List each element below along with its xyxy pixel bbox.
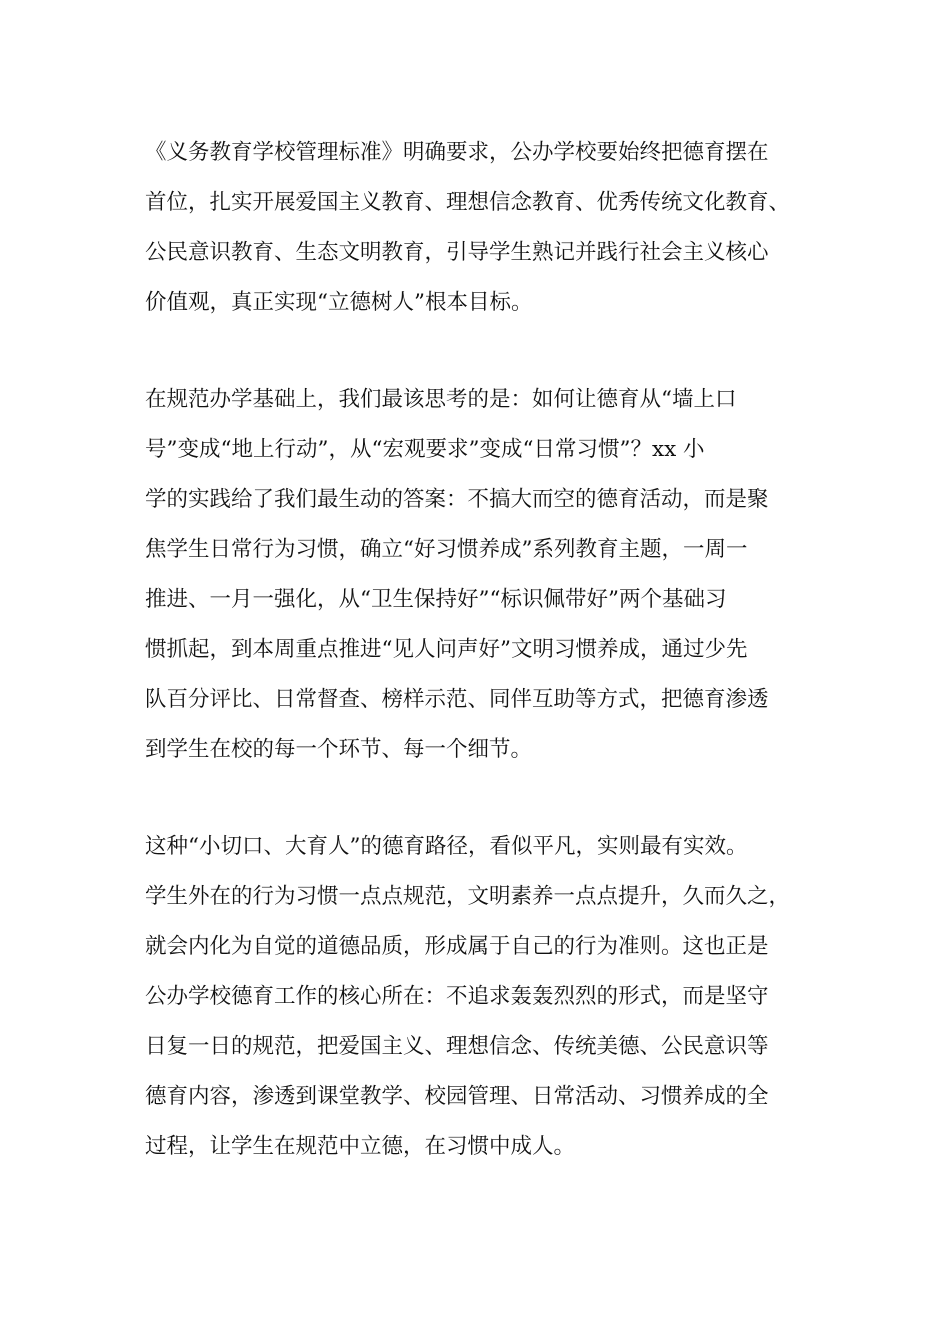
text-line: 公办学校德育工作的核心所在：不追求轰轰烈烈的形式，而是坚守 — [145, 984, 769, 1009]
text-line: 这种“小切口、大育人”的德育路径，看似平凡，实则最有实效。 — [145, 834, 748, 859]
text-line: 日复一日的规范，把爱国主义、理想信念、传统美德、公民意识等 — [145, 1034, 769, 1059]
text-line: 就会内化为自觉的道德品质，形成属于自己的行为准则。这也正是 — [145, 934, 769, 959]
text-line: 号”变成“地上行动”，从“宏观要求”变成“日常习惯”？xx 小 — [145, 437, 705, 462]
text-line: 在规范办学基础上，我们最该思考的是：如何让德育从“墙上口 — [145, 387, 737, 412]
text-line: 价值观，真正实现“立德树人”根本目标。 — [145, 290, 533, 315]
paragraph-2 — [145, 375, 845, 775]
text-line: 推进、一月一强化，从“卫生保持好”“标识佩带好”两个基础习 — [145, 587, 727, 612]
text-line: 惯抓起，到本周重点推进“见人问声好”文明习惯养成，通过少先 — [145, 637, 748, 662]
text-line: 过程，让学生在规范中立德，在习惯中成人。 — [145, 1134, 576, 1159]
text-line: 焦学生日常行为习惯，确立“好习惯养成”系列教育主题，一周一 — [145, 537, 748, 562]
text-line: 学生外在的行为习惯一点点规范，文明素养一点点提升，久而久之， — [145, 884, 791, 909]
text-line: 队百分评比、日常督查、榜样示范、同伴互助等方式，把德育渗透 — [145, 687, 769, 712]
text-line: 德育内容，渗透到课堂教学、校园管理、日常活动、习惯养成的全 — [145, 1084, 769, 1109]
text-line: 首位，扎实开展爱国主义教育、理想信念教育、优秀传统文化教育、 — [145, 190, 791, 215]
text-line: 公民意识教育、生态文明教育，引导学生熟记并践行社会主义核心 — [145, 240, 769, 265]
paragraph-1 — [145, 128, 845, 328]
text-line: 《义务教育学校管理标准》明确要求，公办学校要始终把德育摆在 — [145, 140, 769, 165]
paragraph-3 — [145, 822, 845, 1172]
text-line: 学的实践给了我们最生动的答案：不搞大而空的德育活动，而是聚 — [145, 487, 769, 512]
text-line: 到学生在校的每一个环节、每一个细节。 — [145, 737, 533, 762]
